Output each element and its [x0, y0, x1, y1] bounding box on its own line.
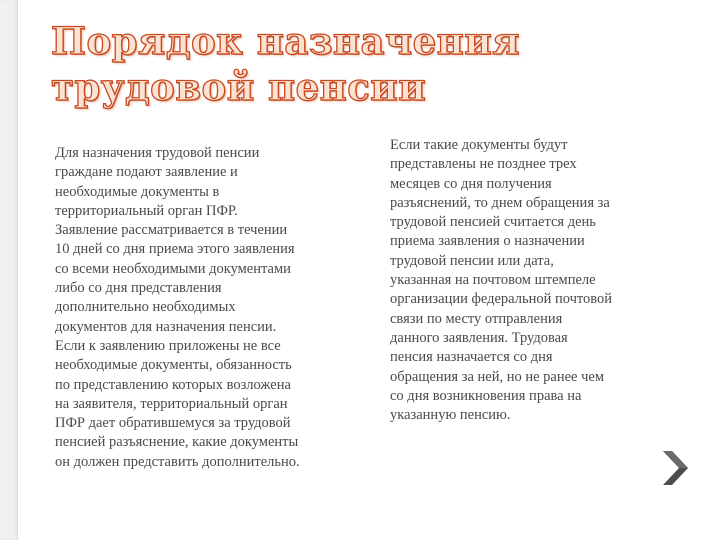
text-line: месяцев со дня получения: [390, 175, 552, 192]
text-line: на заявителя, территориальный орган: [55, 395, 288, 412]
text-line: 10 дней со дня приема этого заявления: [55, 241, 295, 258]
text-line: представлены не позднее трех: [390, 156, 577, 173]
text-line: Заявление рассматривается в течении: [55, 222, 288, 239]
text-line: данного заявления. Трудовая: [390, 329, 568, 346]
text-line: необходимые документы, обязанность: [55, 357, 292, 374]
text-line: трудовой пенсии или дата,: [390, 252, 554, 269]
text-line: трудовой пенсией считается день: [390, 214, 596, 231]
text-line: Если такие документы будут: [390, 137, 568, 153]
text-line: он должен представить дополнительно.: [55, 453, 300, 470]
text-line: необходимые документы в: [55, 183, 220, 200]
text-line: граждане подают заявление и: [55, 164, 238, 181]
text-line: указанную пенсию.: [390, 407, 511, 424]
text-line: связи по месту отправления: [390, 310, 563, 327]
text-line: организации федеральной почтовой: [390, 291, 613, 308]
left-border-strip: [0, 0, 18, 540]
text-line: разъяснений, то днем обращения за: [390, 194, 610, 211]
right-text-column: [390, 136, 652, 425]
left-text-column: [55, 144, 340, 472]
text-line: территориальный орган ПФР.: [55, 202, 238, 219]
text-line: Для назначения трудовой пенсии: [55, 145, 260, 161]
text-line: дополнительно необходимых: [55, 299, 236, 316]
text-line: пенсия назначается со дня: [390, 349, 553, 366]
text-line: по представлению которых возложена: [55, 376, 291, 393]
chevron-right-icon[interactable]: [659, 448, 691, 488]
text-line: Если к заявлению приложены не все: [55, 337, 281, 354]
slide-title: [51, 18, 611, 110]
text-line: указанная на почтовом штемпеле: [390, 272, 596, 289]
text-line: со дня возникновения права на: [390, 387, 582, 404]
text-line: приема заявления о назначении: [390, 233, 585, 250]
slide-title-line: Порядок назначения: [51, 19, 520, 63]
text-line: пенсией разъяснение, какие документы: [55, 434, 299, 451]
text-line: ПФР дает обратившемуся за трудовой: [55, 415, 291, 432]
text-line: обращения за ней, но не ранее чем: [390, 368, 605, 385]
text-line: со всеми необходимыми документами: [55, 260, 291, 277]
slide-title-line: трудовой пенсии: [51, 65, 427, 109]
text-line: документов для назначения пенсии.: [55, 318, 277, 335]
text-line: либо со дня представления: [55, 280, 222, 297]
